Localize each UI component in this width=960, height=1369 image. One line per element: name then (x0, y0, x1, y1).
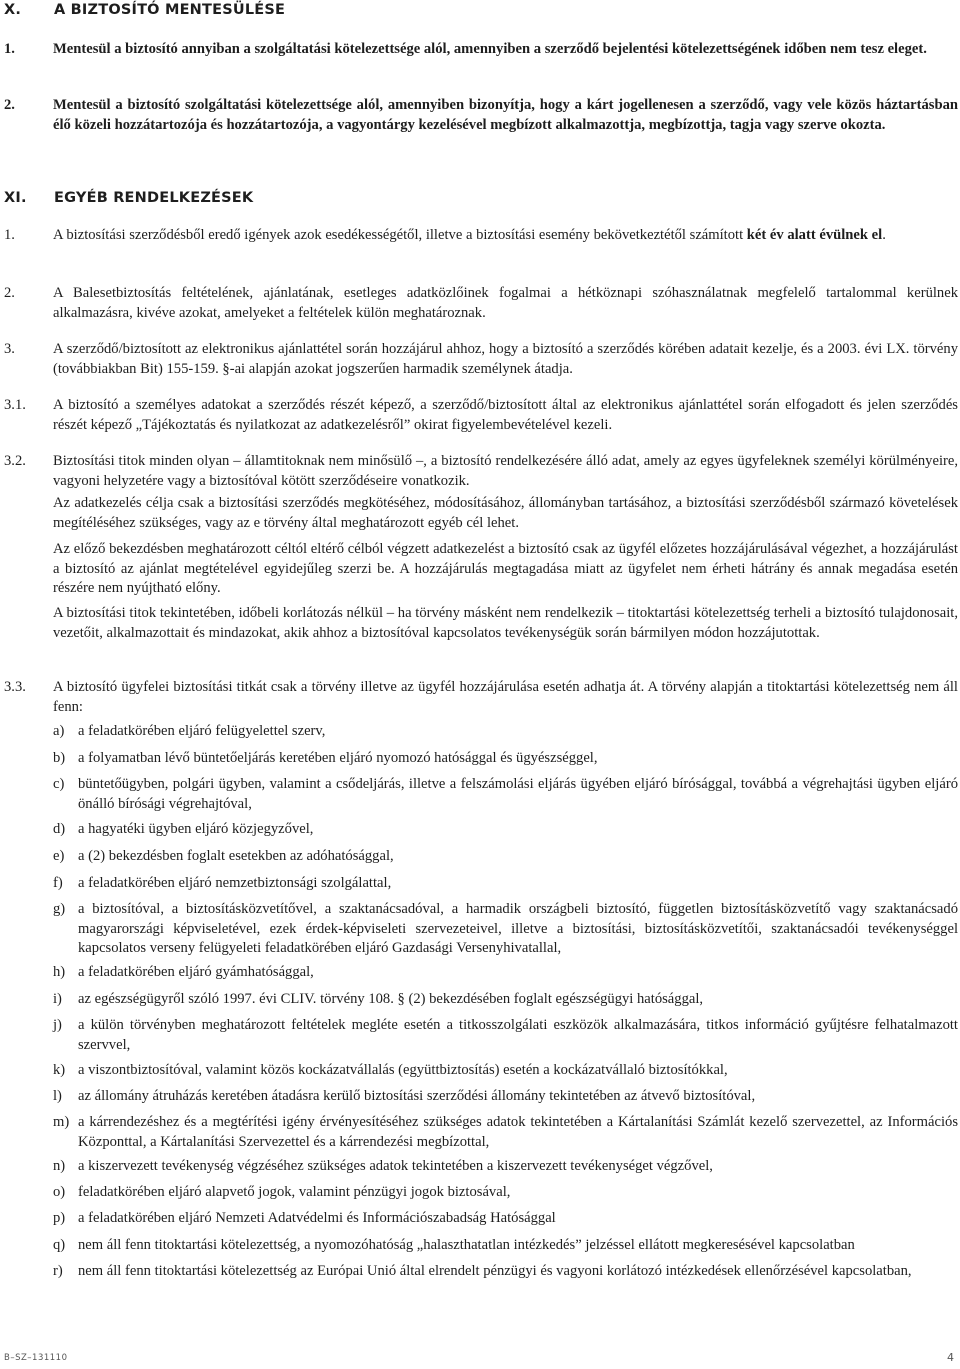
clause-text (53, 226, 958, 246)
clause-number: 2. (4, 285, 15, 301)
list-marker: h) (53, 964, 66, 980)
list-marker: i) (53, 991, 62, 1007)
list-item (53, 1087, 958, 1107)
list-text: büntetőügyben, polgári ügyben, valamint a csődeljárás, illetve a felszámolási eljárás ügyében eljáró bírósággal, továbbá a végrehajtási ügyben eljáró önálló bírósági végrehajtóval, (78, 776, 958, 812)
paragraph-purpose: Az adatkezelés célja csak a biztosítási szerződés megkötéséhez, módosításához, állományban tartásához, a biztosítási szerződésből származó követelések megítéléséhez szükséges, vagy az e törvény által meghatározott egyéb cél lehet. (53, 495, 958, 531)
list-marker: f) (53, 875, 63, 891)
list-text: nem áll fenn titoktartási kötelezettség az Európai Unió által elrendelt pénzügyi és vagyoni korlátozó intézkedések ellenőrzésével kapcsolatban, (78, 1263, 912, 1279)
list-marker: m) (53, 1114, 70, 1130)
list-text: a hagyatéki ügyben eljáró közjegyzővel, (78, 821, 314, 837)
paragraph-confidentiality: A biztosítási titok tekintetében, időbeli korlátozás nélkül – ha törvény másként nem rendelkezik – titoktartási kötelezettség terheli a biztosító tulajdonosait, vezetőit, alkalmazottait és mindazokat, akik ahhoz a biztosítóval kapcsolatos tevékenységük során bármilyen módon hozzájutottak. (53, 605, 958, 641)
list-item (53, 900, 958, 959)
list-text: a feladatkörében eljáró nemzetbiztonsági szolgálattal, (78, 875, 392, 891)
clause-number: 1. (4, 41, 15, 57)
list-marker: d) (53, 821, 66, 837)
clause-number: 1. (4, 227, 15, 243)
list-item (53, 749, 958, 769)
clause-text-end: . (882, 227, 886, 243)
list-item (53, 1016, 958, 1055)
list-marker: q) (53, 1237, 66, 1253)
list-item (53, 722, 958, 742)
list-text: a kárrendezéshez és a megtérítési igény érvényesítéséhez szükséges adatok tekintetében a Kártalanítási Számlát kezelő szervezettel, az Információs Központtal, a Kártalanítási Szervezettel és a kárrendezési megbízottal, (78, 1114, 958, 1150)
list-marker: o) (53, 1184, 66, 1200)
clause-number: 3. (4, 341, 15, 357)
list-text: a viszontbiztosítóval, valamint közös kockázatvállalás (együttbiztosítás) esetén a kockázatvállaló biztosítókkal, (78, 1062, 728, 1078)
list-text: a folyamatban lévő büntetőeljárás keretében eljáró nyomozó hatósággal és ügyészséggel, (78, 750, 598, 766)
list-marker: k) (53, 1062, 66, 1078)
list-item (53, 847, 958, 867)
clause-x-2 (4, 96, 958, 135)
list-marker: r) (53, 1263, 63, 1279)
section-title: A BIZTOSÍTÓ MENTESÜLÉSE (54, 2, 286, 18)
list-text: a kiszervezett tevékenység végzéséhez szükséges adatok tekintetében a kiszervezett tevékenységet végzővel, (78, 1158, 713, 1174)
clause-xi-3-3 (4, 678, 958, 717)
clause-text: A Balesetbiztosítás feltételének, ajánlatának, esetleges adatközlőinek fogalmai a hétköznapi szóhasználatnak megfelelő tartalommal kerülnek alkalmazásra, kivéve azokat, amelyeket a feltételek külön meghatároznak. (53, 285, 958, 321)
list-marker: b) (53, 750, 66, 766)
list-text: a külön törvényben meghatározott feltételek megléte esetén a titkosszolgálati eszközök alkalmazására, titkos információ gyűjtésre felhatalmazott szervvel, (78, 1017, 958, 1053)
section-heading-x (4, 2, 285, 18)
clause-number: 3.1. (4, 397, 26, 413)
list-item (53, 1262, 958, 1282)
list-item (53, 1157, 958, 1177)
list-text: az egészségügyről szóló 1997. évi CLIV. törvény 108. § (2) bekezdésében foglalt egészségügyi hatósággal, (78, 991, 704, 1007)
list-item (53, 963, 958, 983)
list-item (53, 874, 958, 894)
list-marker: g) (53, 901, 66, 917)
list-marker: c) (53, 776, 65, 792)
list-item (53, 775, 958, 814)
list-item (53, 1113, 958, 1152)
clause-text: A biztosító ügyfelei biztosítási titkát csak a törvény illetve az ügyfél hozzájárulása esetén adhatja át. A törvény alapján a titoktartási kötelezettség nem áll fenn: (53, 679, 958, 715)
clause-x-1 (4, 40, 958, 60)
clause-xi-3-1 (4, 396, 958, 435)
clause-text: A szerződő/biztosított az elektronikus ajánlattétel során hozzájárul ahhoz, hogy a biztosító a szerződés körében adatait kezelje, és a 2003. évi LX. törvény (továbbiakban Bit) 155-159. §-ai alapján azokat jogszerűen harmadik személynek átadja. (53, 341, 958, 377)
clause-xi-2 (4, 284, 958, 323)
section-number: XI. (4, 190, 27, 206)
list-marker: e) (53, 848, 65, 864)
list-item (53, 1236, 958, 1256)
list-item (53, 1183, 958, 1203)
list-marker: p) (53, 1210, 66, 1226)
list-marker: j) (53, 1017, 62, 1033)
clause-text: A biztosító a személyes adatokat a szerződés részét képező, a szerződő/biztosított által az elektronikus ajánlattétel során elfogadott és jelen szerződés részét képező „Tájékoztatás és nyilatkozat az adatkezelésről” okirat figyelembevételével kezeli. (53, 397, 958, 433)
section-number: X. (4, 2, 22, 18)
list-text: feladatkörében eljáró alapvető jogok, valamint pénzügyi jogok biztosával, (78, 1184, 511, 1200)
clause-number: 2. (4, 97, 15, 113)
list-item (53, 820, 958, 840)
clause-xi-3 (4, 340, 958, 379)
list-item (53, 990, 958, 1010)
list-text: nem áll fenn titoktartási kötelezettség, a nyomozóhatóság „halaszthatatlan intézkedés” jelzéssel ellátott megkeresésével kapcsolatban (78, 1237, 855, 1253)
paragraph-consent: Az előző bekezdésben meghatározott céltól eltérő célból végzett adatkezelést a biztosító csak az ügyfél előzetes hozzájárulásával végezhet, a hozzájárulást a biztosító az ajánlat megtételével egyidejűleg szerzi be. A hozzájárulás megtagadása miatt az ügyfelet nem érheti hátrány és annak megadása esetén részére nem nyújtható előny. (53, 541, 958, 596)
list-marker: n) (53, 1158, 66, 1174)
clause-text-plain: A biztosítási szerződésből eredő igények azok esedékességétől, illetve a biztosítási esemény bekövetkeztétől számított (53, 227, 747, 243)
list-text: a (2) bekezdésben foglalt esetekben az adóhatósággal, (78, 848, 394, 864)
section-heading-xi (4, 190, 253, 206)
clause-text: Biztosítási titok minden olyan – államtitoknak nem minősülő –, a biztosító rendelkezésére álló adat, amely az egyes ügyfeleknek személyi körülményeire, vagyoni helyzetére vagy a biztosítóval kötött szerződéseire vonatkozik. (53, 453, 958, 489)
clause-xi-3-2 (4, 452, 958, 491)
list-marker: l) (53, 1088, 62, 1104)
list-text: az állomány átruházás keretében átadásra kerülő biztosítási szerződési állomány tekintetében az átvevő biztosítóval, (78, 1088, 756, 1104)
list-item (53, 1061, 958, 1081)
list-text: a biztosítóval, a biztosításközvetítővel, a szaktanácsadóval, a harmadik országbeli biztosító, független biztosításközvetítő vagy szaktanácsadó magyarországi képviseletével, ezek érdek-képviseleti szervezeteivel, illetve a biztosítási, biztosításközvetítői, szaktanácsadói tevékenységgel kapcsolatos verseny felügyeleti feladatkörében eljáró Gazdasági Versenyhivatallal, (78, 901, 958, 956)
document-code: B–SZ–131110 (4, 1353, 68, 1363)
list-text: a feladatkörében eljáró gyámhatósággal, (78, 964, 314, 980)
list-text: a feladatkörében eljáró felügyelettel szerv, (78, 723, 326, 739)
clause-text-bold: két év alatt évülnek el (746, 227, 883, 243)
clause-number: 3.2. (4, 453, 26, 469)
clause-text: Mentesül a biztosító szolgáltatási kötelezettsége alól, amennyiben bizonyítja, hogy a kárt jogellenesen a szerződő, vagy vele közös háztartásban élő közeli hozzátartozója és hozzátartozója, a vagyontárgy kezelésével megbízott alkalmazottja, megbízottja, tagja vagy szerve okozta. (53, 97, 958, 133)
list-marker: a) (53, 723, 65, 739)
section-title: EGYÉB RENDELKEZÉSEK (54, 190, 254, 206)
list-item (53, 1209, 958, 1229)
page-number: 4 (947, 1351, 954, 1364)
clause-xi-1 (4, 226, 958, 246)
clause-text: Mentesül a biztosító annyiban a szolgáltatási kötelezettsége alól, amennyiben a szerződő bejelentési kötelezettségének időben nem tesz eleget. (53, 41, 927, 57)
clause-number: 3.3. (4, 679, 26, 695)
list-text: a feladatkörében eljáró Nemzeti Adatvédelmi és Információszabadság Hatósággal (78, 1210, 556, 1226)
